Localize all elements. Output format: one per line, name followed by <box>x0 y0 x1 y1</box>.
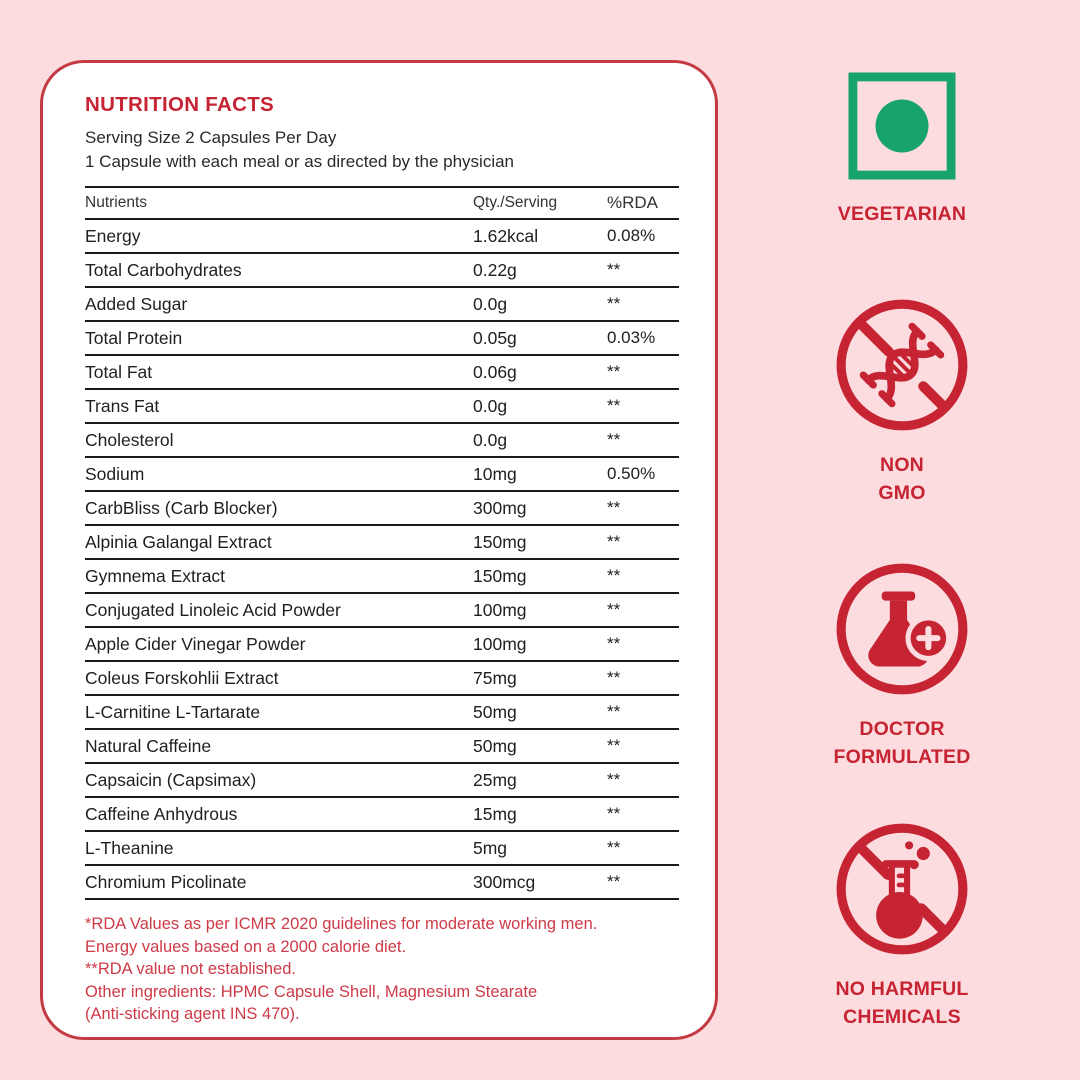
page-title: NUTRITION FACTS <box>85 93 274 116</box>
footnote-line: (Anti-sticking agent INS 470). <box>85 1005 300 1023</box>
nutrient-name: Apple Cider Vinegar Powder <box>85 633 306 654</box>
qty-per-serving: 0.05g <box>473 327 517 348</box>
nutrient-name: L-Theanine <box>85 837 174 858</box>
table-row <box>85 762 679 796</box>
nutrient-name: Total Fat <box>85 361 153 382</box>
nutrient-name: Cholesterol <box>85 429 174 450</box>
badge-no-harmful-chemicals <box>826 818 978 1031</box>
footnotes <box>85 913 679 1026</box>
table-row <box>85 456 679 490</box>
table-row <box>85 320 679 354</box>
table-row <box>85 796 679 830</box>
table-row <box>85 422 679 456</box>
qty-per-serving: 150mg <box>473 531 527 552</box>
rda-percent: ** <box>607 736 621 755</box>
nutrient-name: Conjugated Linoleic Acid Powder <box>85 599 341 620</box>
qty-per-serving: 0.06g <box>473 361 517 382</box>
badge-label: NO HARMFUL CHEMICALS <box>835 978 969 1028</box>
qty-per-serving: 1.62kcal <box>473 225 539 246</box>
table-row <box>85 286 679 320</box>
table-row <box>85 660 679 694</box>
nutrient-name: Added Sugar <box>85 293 188 314</box>
badge-label: DOCTOR FORMULATED <box>833 718 971 768</box>
rda-percent: ** <box>607 600 621 619</box>
table-row <box>85 830 679 864</box>
nutrient-name: Coleus Forskohlii Extract <box>85 667 279 688</box>
qty-per-serving: 75mg <box>473 667 517 688</box>
qty-per-serving: 10mg <box>473 463 517 484</box>
table-row <box>85 626 679 660</box>
table-row <box>85 524 679 558</box>
serving-size-line: Serving Size 2 Capsules Per Day <box>85 128 337 147</box>
qty-per-serving: 25mg <box>473 769 517 790</box>
table-row <box>85 252 679 286</box>
rda-percent: ** <box>607 430 621 449</box>
footnote-line: Other ingredients: HPMC Capsule Shell, Magnesium Stearate <box>85 982 538 1001</box>
nutrition-table <box>85 186 679 900</box>
badge-non-gmo <box>826 294 978 507</box>
rda-percent: 0.50% <box>607 464 656 483</box>
rda-percent: ** <box>607 702 621 721</box>
table-row <box>85 388 679 422</box>
qty-per-serving: 150mg <box>473 565 527 586</box>
rda-percent: ** <box>607 260 621 279</box>
nutrient-name: Energy <box>85 225 141 246</box>
qty-per-serving: 100mg <box>473 633 527 654</box>
qty-per-serving: 300mg <box>473 497 527 518</box>
table-row <box>85 864 679 898</box>
table-row <box>85 592 679 626</box>
rda-percent: 0.03% <box>607 328 656 347</box>
rda-percent: 0.08% <box>607 226 656 245</box>
footnote-line: Energy values based on a 2000 calorie diet. <box>85 937 407 956</box>
header-rda: %RDA <box>607 193 659 212</box>
table-row <box>85 728 679 762</box>
qty-per-serving: 50mg <box>473 735 517 756</box>
nutrient-name: Natural Caffeine <box>85 735 212 756</box>
rda-percent: ** <box>607 396 621 415</box>
rda-percent: ** <box>607 362 621 381</box>
qty-per-serving: 5mg <box>473 837 508 858</box>
nutrient-name: Chromium Picolinate <box>85 871 247 892</box>
nutrient-name: Sodium <box>85 463 145 484</box>
badge-label: NON GMO <box>878 454 926 504</box>
doctor-formulated-icon <box>831 558 973 700</box>
qty-per-serving: 300mcg <box>473 871 536 892</box>
table-row <box>85 694 679 728</box>
header-nutrients: Nutrients <box>85 194 148 211</box>
no-harmful-chemicals-icon <box>831 818 973 960</box>
header-qty-serving: Qty./Serving <box>473 194 558 211</box>
footnote-line: *RDA Values as per ICMR 2020 guidelines for moderate working men. <box>85 915 598 933</box>
badge-doctor-formulated <box>826 558 978 771</box>
nutrient-name: L-Carnitine L-Tartarate <box>85 701 261 722</box>
table-row <box>85 490 679 524</box>
qty-per-serving: 100mg <box>473 599 527 620</box>
rda-percent: ** <box>607 770 621 789</box>
non-gmo-icon <box>831 294 973 436</box>
badge-label: VEGETARIAN <box>837 203 967 225</box>
rda-percent: ** <box>607 872 621 891</box>
rda-percent: ** <box>607 838 621 857</box>
table-row <box>85 354 679 388</box>
table-header-row <box>85 186 679 218</box>
table-row <box>85 558 679 592</box>
nutrient-name: Caffeine Anhydrous <box>85 803 238 824</box>
footnote-line: **RDA value not established. <box>85 960 296 978</box>
qty-per-serving: 0.0g <box>473 395 508 416</box>
nutrient-name: Capsaicin (Capsimax) <box>85 769 257 790</box>
rda-percent: ** <box>607 804 621 823</box>
nutrient-name: Total Carbohydrates <box>85 259 242 280</box>
nutrient-name: Alpinia Galangal Extract <box>85 531 272 552</box>
usage-direction-line: 1 Capsule with each meal or as directed by the physician <box>85 152 515 171</box>
qty-per-serving: 0.0g <box>473 429 508 450</box>
nutrient-name: Total Protein <box>85 327 183 348</box>
nutrition-table-body <box>85 218 679 898</box>
rda-percent: ** <box>607 668 621 687</box>
rda-percent: ** <box>607 498 621 517</box>
nutrient-name: Trans Fat <box>85 395 160 416</box>
table-row <box>85 218 679 252</box>
vegetarian-icon <box>848 72 956 180</box>
rda-percent: ** <box>607 634 621 653</box>
nutrient-name: Gymnema Extract <box>85 565 226 586</box>
nutrition-facts-card <box>40 60 718 1040</box>
badge-vegetarian <box>826 72 978 229</box>
qty-per-serving: 0.0g <box>473 293 508 314</box>
rda-percent: ** <box>607 566 621 585</box>
qty-per-serving: 50mg <box>473 701 517 722</box>
qty-per-serving: 0.22g <box>473 259 517 280</box>
rda-percent: ** <box>607 532 621 551</box>
rda-percent: ** <box>607 294 621 313</box>
nutrient-name: CarbBliss (Carb Blocker) <box>85 497 278 518</box>
qty-per-serving: 15mg <box>473 803 517 824</box>
